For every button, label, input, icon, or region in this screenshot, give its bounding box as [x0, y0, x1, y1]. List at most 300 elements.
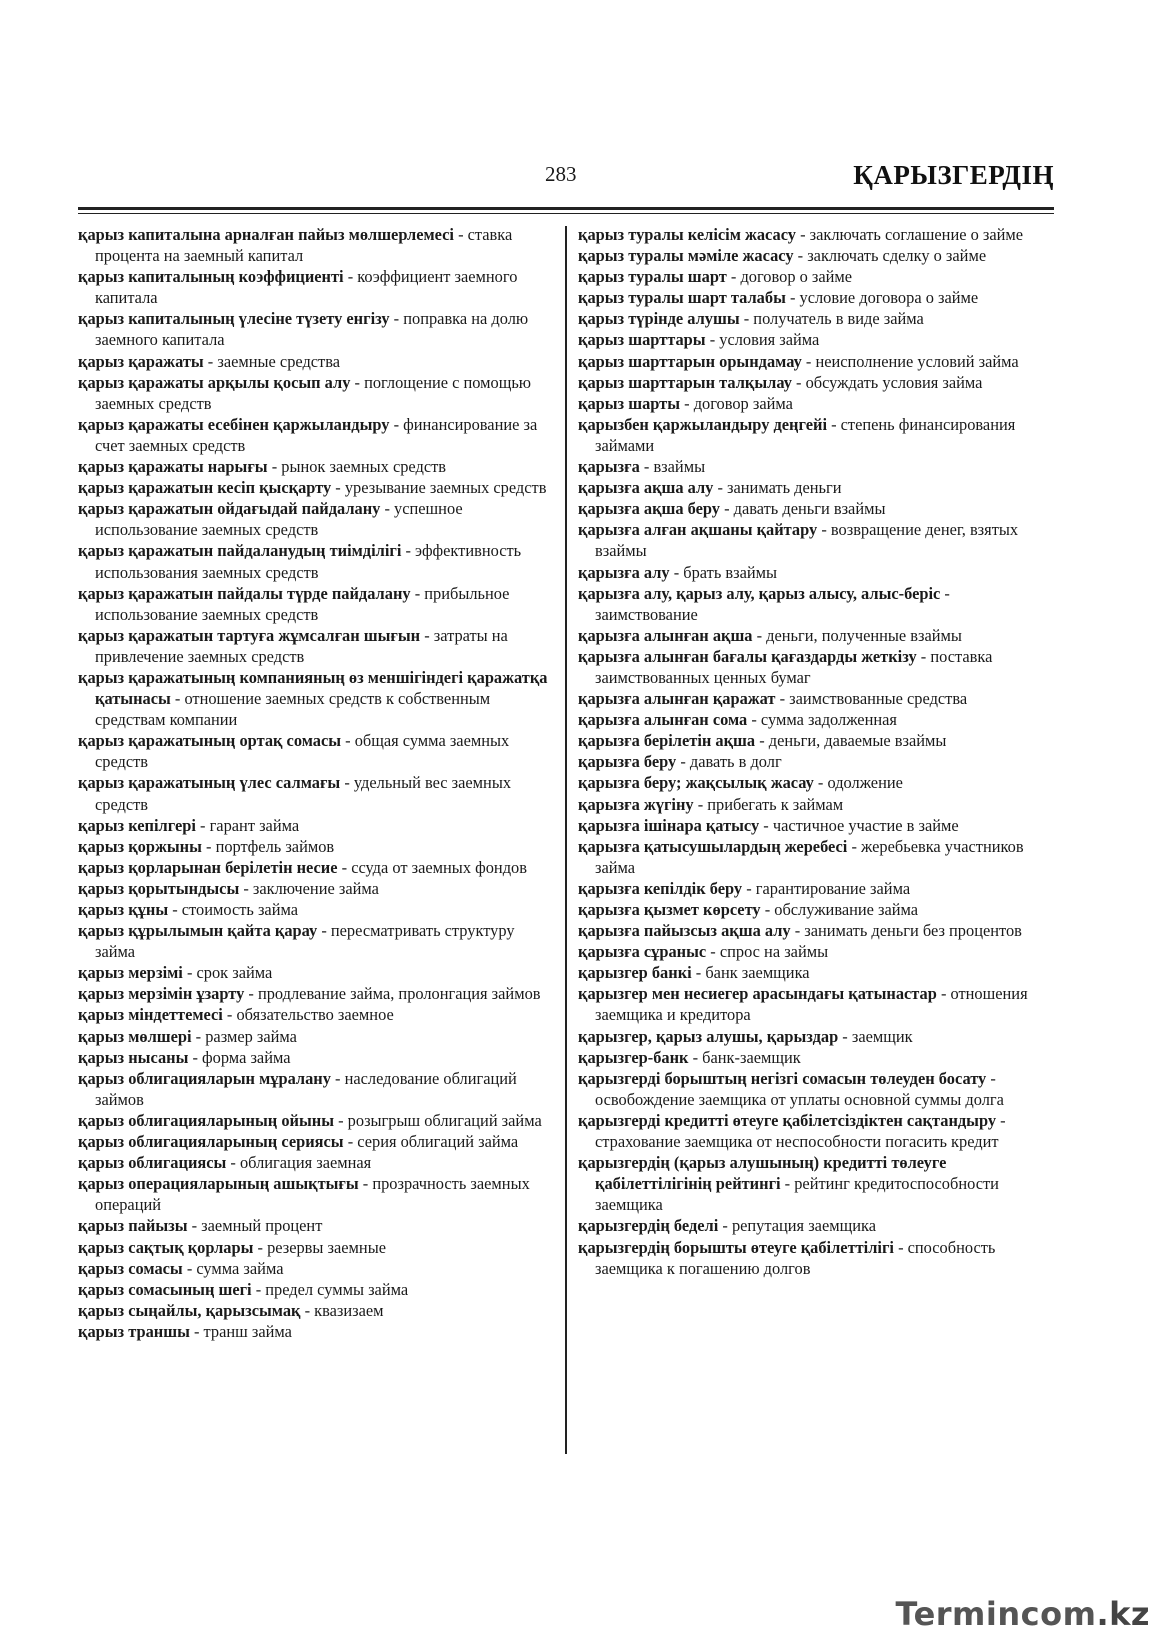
entry-term: қарыз мөлшері	[78, 1026, 192, 1046]
entry-translation: срок займа	[196, 963, 273, 983]
entry-separator: -	[358, 1174, 373, 1194]
entry-separator: -	[420, 625, 434, 645]
entry-separator: -	[726, 267, 741, 287]
entry-term: қарызға кепілдік беру	[578, 878, 743, 898]
entry-separator: -	[389, 414, 404, 434]
entry-separator: -	[775, 689, 790, 709]
dictionary-entry	[578, 414, 1056, 456]
dictionary-entry	[578, 224, 1056, 245]
entry-translation: обязательство заемное	[236, 1005, 394, 1025]
entry-separator: -	[676, 752, 690, 772]
entry-separator: -	[203, 351, 218, 371]
dictionary-entry	[578, 287, 1056, 308]
dictionary-entry	[78, 772, 548, 814]
entry-translation: обслуживание займа	[774, 900, 919, 919]
dictionary-entry	[578, 562, 1056, 583]
dictionary-entry	[78, 1047, 548, 1068]
entry-translation: гарантирование займа	[755, 878, 911, 898]
dictionary-entry	[578, 1110, 1056, 1152]
entry-separator: -	[739, 309, 754, 329]
entry-translation: удельный вес заемных средств	[95, 773, 512, 814]
entry-term: қарызгерді борыштың негізгі сомасын төлеуден босату	[578, 1068, 987, 1088]
entry-separator: -	[317, 921, 331, 941]
entry-term: қарызгер-банк	[578, 1047, 689, 1067]
entry-term: қарызға ақша беру	[578, 499, 720, 519]
entry-separator: -	[300, 1300, 315, 1320]
dictionary-entry	[578, 772, 1056, 793]
entry-translation: давать деньги взаймы	[733, 499, 886, 519]
entry-separator: -	[389, 309, 404, 329]
entry-term: қарыз шарты	[578, 393, 681, 413]
entry-translation: спрос на займы	[719, 942, 829, 962]
entry-translation: деньги, полученные взаймы	[766, 625, 962, 645]
entry-term: қарыз сомасының шегі	[78, 1279, 252, 1299]
entry-term: қарыз қоржыны	[78, 836, 202, 856]
entry-translation: продлевание займа, пролонгация займов	[257, 984, 541, 1004]
entry-translation: квазизаем	[314, 1300, 384, 1320]
entry-separator: -	[780, 1174, 795, 1194]
entry-term: қарызға алу	[578, 562, 670, 582]
entry-translation: сумма займа	[196, 1258, 284, 1278]
dictionary-entry	[78, 836, 548, 857]
entry-term: қарыз қаражатын пайдаланудың тиімділігі	[78, 541, 402, 561]
entry-term: қарызгерді кредитті өтеуге қабілетсіздіктен сақтандыру	[578, 1110, 997, 1130]
entry-translation: заимствованные средства	[789, 689, 968, 709]
entry-term: қарызға жүгіну	[578, 794, 694, 814]
dictionary-entry	[578, 308, 1056, 329]
entry-term: қарыз траншы	[78, 1321, 190, 1341]
entry-translation: серия облигаций займа	[357, 1132, 519, 1152]
entry-translation: деньги, даваемые взаймы	[768, 731, 947, 751]
entry-term: қарызға сұраныс	[578, 942, 707, 962]
dictionary-entry	[78, 456, 548, 477]
dictionary-entry	[78, 625, 548, 667]
dictionary-entry	[578, 351, 1056, 372]
entry-term: қарызгердің (қарыз алушының) кредитті төлеуге қабілеттілігінің рейтингі	[578, 1153, 947, 1194]
entry-translation: облигация заемная	[239, 1153, 372, 1173]
entry-translation: возвращение денег, взятых взаймы	[595, 520, 1019, 561]
dictionary-entry	[78, 540, 548, 582]
dictionary-entry	[78, 920, 548, 962]
dictionary-entry	[578, 498, 1056, 519]
dictionary-entry	[78, 878, 548, 899]
entry-separator: -	[785, 288, 800, 308]
entry-translation: освобождение заемщика от уплаты основной суммы долга	[595, 1089, 1004, 1109]
entry-translation: ставка процента на заемный капитал	[95, 225, 513, 266]
entry-term: қарыз облигацияларының ойыны	[78, 1110, 335, 1130]
entry-separator: -	[669, 562, 684, 582]
entry-term: қарыз операцияларының ашықтығы	[78, 1174, 359, 1194]
entry-separator: -	[239, 878, 253, 898]
dictionary-entry	[78, 1152, 548, 1173]
dictionary-entry	[78, 266, 548, 308]
dictionary-entry	[578, 688, 1056, 709]
entry-separator: -	[693, 794, 708, 814]
entry-term: қарыз туралы келісім жасасу	[578, 225, 796, 244]
entry-translation: резервы заемные	[267, 1237, 386, 1257]
entry-separator: -	[334, 1110, 348, 1130]
entry-term: қарыз капиталының коэффициенті	[78, 267, 344, 287]
dictionary-entry	[78, 583, 548, 625]
entry-term: қарыз қаражатының ортақ сомасы	[78, 731, 342, 751]
entry-separator: -	[182, 963, 197, 983]
entry-translation: обсуждать условия займа	[805, 372, 983, 392]
dictionary-entry	[78, 1279, 548, 1300]
entry-separator: -	[893, 1237, 908, 1257]
entry-term: қарыз шарттарын талқылау	[578, 372, 792, 392]
dictionary-entry	[578, 1215, 1056, 1236]
entry-separator: -	[752, 625, 767, 645]
entry-term: қарызгердің борышты өтеуге қабілеттілігі	[578, 1237, 894, 1257]
entry-separator: -	[940, 583, 950, 603]
entry-term: қарызға алынған ақша	[578, 625, 753, 645]
dictionary-entry	[78, 372, 548, 414]
dictionary-entry	[78, 1110, 548, 1131]
entry-translation: затраты на привлечение заемных средств	[95, 625, 508, 666]
dictionary-entry	[78, 414, 548, 456]
entry-translation: портфель займов	[215, 836, 335, 856]
entry-translation: розыгрыш облигаций займа	[347, 1110, 542, 1130]
dictionary-entry	[578, 477, 1056, 498]
dictionary-entry	[578, 751, 1056, 772]
entry-term: қарызға алынған қаражат	[578, 689, 776, 709]
dictionary-entry	[578, 1237, 1056, 1279]
entry-separator: -	[222, 1005, 237, 1025]
dictionary-entry	[78, 498, 548, 540]
dictionary-entry	[578, 329, 1056, 350]
entry-translation: пересматривать структуру займа	[95, 921, 515, 962]
entry-translation: прибыльное использование заемных средств	[95, 583, 510, 624]
entry-separator: -	[331, 478, 345, 498]
entry-translation: занимать деньги	[727, 478, 842, 498]
dictionary-entry	[78, 224, 548, 266]
entry-separator: -	[191, 1026, 206, 1046]
entry-separator: -	[705, 330, 720, 350]
entry-translation: взаймы	[653, 457, 706, 477]
entry-term: қарыз қаражатын ойдағыдай пайдалану	[78, 499, 381, 519]
dictionary-entry	[578, 815, 1056, 836]
entry-translation: частичное участие в займе	[772, 815, 959, 835]
entry-separator: -	[410, 583, 425, 603]
entry-term: қарызға алу, қарыз алу, қарыз алысу, алыс-беріс	[578, 583, 941, 603]
entry-separator: -	[182, 1258, 197, 1278]
entry-separator: -	[691, 963, 706, 983]
entry-separator: -	[201, 836, 216, 856]
entry-separator: -	[986, 1068, 996, 1088]
dictionary-entry	[78, 815, 548, 836]
entry-separator: -	[793, 246, 808, 266]
dictionary-entry	[78, 1004, 548, 1025]
entry-term: қарыз сыңайлы, қарызсымақ	[78, 1300, 301, 1320]
entry-term: қарызгер, қарыз алушы, қарыздар	[578, 1026, 839, 1046]
dictionary-entry	[578, 983, 1056, 1025]
dictionary-entry	[78, 1173, 548, 1215]
entry-translation: размер займа	[205, 1026, 297, 1046]
entry-translation: ссуда от заемных фондов	[351, 857, 527, 877]
entry-term: қарыз облигациясы	[78, 1153, 227, 1173]
entry-separator: -	[759, 815, 773, 835]
dictionary-entry	[78, 1258, 548, 1279]
dictionary-entry	[78, 351, 548, 372]
entry-translation: банк заемщика	[705, 963, 810, 983]
entry-translation: предел суммы займа	[265, 1279, 409, 1299]
entry-term: қарызгер мен несиегер арасындағы қатынастар	[578, 984, 937, 1004]
entry-term: қарызгердің беделі	[578, 1216, 719, 1236]
dictionary-entry	[578, 456, 1056, 477]
dictionary-entry	[78, 1068, 548, 1110]
entry-translation: получатель в виде займа	[753, 309, 924, 329]
dictionary-entry	[578, 920, 1056, 941]
entry-translation: давать в долг	[689, 752, 782, 772]
entry-separator: -	[817, 520, 831, 540]
entry-term: қарызға қызмет көрсету	[578, 900, 761, 919]
dictionary-entry	[78, 1300, 548, 1321]
entry-separator: -	[801, 351, 816, 371]
entry-translation: рейтинг кредитоспособности заемщика	[595, 1174, 999, 1215]
entry-translation: условия займа	[719, 330, 820, 350]
entry-translation: брать взаймы	[683, 562, 778, 582]
column-divider	[565, 226, 567, 1454]
entry-translation: занимать деньги без процентов	[804, 921, 1022, 941]
entry-separator: -	[350, 372, 365, 392]
dictionary-entry	[578, 646, 1056, 688]
entry-separator: -	[813, 773, 828, 793]
dictionary-entry	[78, 899, 548, 920]
entry-translation: условие договора о займе	[799, 288, 979, 308]
entry-separator: -	[747, 710, 761, 730]
entry-translation: заимствование	[595, 604, 698, 624]
entry-separator: -	[795, 225, 810, 244]
entry-separator: -	[742, 878, 756, 898]
dictionary-entry	[78, 1215, 548, 1236]
entry-term: қарызға	[578, 457, 640, 477]
entry-translation: способность заемщика к погашению долгов	[595, 1237, 996, 1278]
entry-term: қарыз кепілгері	[78, 815, 196, 835]
entry-translation: заключать сделку о займе	[807, 246, 987, 266]
dictionary-entry	[578, 794, 1056, 815]
dictionary-entry	[78, 667, 548, 730]
entry-translation: поглощение с помощью заемных средств	[95, 372, 532, 413]
entry-term: қарызға ішінара қатысу	[578, 815, 760, 835]
header-rule-thin	[78, 213, 1054, 214]
dictionary-entry	[578, 1047, 1056, 1068]
running-head: ҚАРЫЗГЕРДІҢ	[853, 160, 1054, 190]
entry-term: қарыз мерзімі	[78, 963, 183, 983]
entry-term: қарызға алынған сома	[578, 710, 748, 730]
entry-translation: отношения заемщика и кредитора	[595, 984, 1028, 1025]
entry-term: қарыз сомасы	[78, 1258, 183, 1278]
entry-translation: финансирование за счет заемных средств	[95, 414, 538, 455]
dictionary-entry	[578, 1026, 1056, 1047]
dictionary-entry	[578, 941, 1056, 962]
entry-term: қарыз қорытындысы	[78, 878, 240, 898]
entry-separator: -	[340, 773, 354, 793]
entry-separator: -	[330, 1068, 345, 1088]
dictionary-entry	[578, 583, 1056, 625]
entry-term: қарызға алған ақшаны қайтару	[578, 520, 818, 540]
entry-translation: репутация заемщика	[731, 1216, 876, 1236]
entry-term: қарыз түрінде алушы	[578, 309, 740, 329]
entry-separator: -	[688, 1047, 703, 1067]
entry-separator: -	[720, 499, 734, 519]
entry-term: қарыз шарттарын орындамау	[578, 351, 802, 371]
dictionary-entry	[578, 1068, 1056, 1110]
entry-separator: -	[453, 225, 468, 244]
entry-term: қарыз қорларынан берілетін несие	[78, 857, 338, 877]
entry-separator: -	[639, 457, 654, 477]
entry-translation: одолжение	[827, 773, 903, 793]
entry-term: қарызға беру; жақсылық жасау	[578, 773, 814, 793]
entry-term: қарызбен қаржыландыру деңгейі	[578, 414, 827, 434]
dictionary-entry	[78, 983, 548, 1004]
entry-separator: -	[827, 414, 841, 434]
entry-term: қарыз қаражаты есебінен қаржыландыру	[78, 414, 390, 434]
entry-separator: -	[187, 1216, 202, 1236]
dictionary-entry	[578, 393, 1056, 414]
entry-term: қарыз капиталының үлесіне түзету енгізу	[78, 309, 390, 329]
entry-term: қарыз туралы шарт	[578, 267, 727, 287]
dictionary-entry	[578, 962, 1056, 983]
entry-translation: поставка заимствованных ценных бумаг	[595, 646, 993, 687]
entry-translation: договор займа	[693, 393, 793, 413]
entry-separator: -	[251, 1279, 266, 1299]
dictionary-entry	[578, 899, 1056, 920]
dictionary-entry	[78, 308, 548, 350]
entry-separator: -	[170, 689, 185, 709]
entry-term: қарыз пайызы	[78, 1216, 188, 1236]
entry-term: қарызгер банкі	[578, 963, 692, 983]
entry-term: қарыз шарттары	[578, 330, 706, 350]
entry-translation: поправка на долю заемного капитала	[95, 309, 529, 350]
entry-term: қарыз қаражаты арқылы қосып алу	[78, 372, 351, 392]
dictionary-entry	[578, 266, 1056, 287]
entry-term: қарызға ақша алу	[578, 478, 714, 498]
entry-separator: -	[337, 857, 352, 877]
entry-translation: стоимость займа	[181, 900, 299, 919]
dictionary-entry	[578, 878, 1056, 899]
entry-separator: -	[343, 1132, 358, 1152]
entry-translation: неисполнение условий займа	[815, 351, 1019, 371]
entry-separator: -	[343, 267, 358, 287]
entry-translation: урезывание заемных средств	[344, 478, 547, 498]
dictionary-entry	[578, 1152, 1056, 1215]
entry-term: қарыз қаражатының компанияның өз меншігіндегі қаражатқа қатынасы	[78, 667, 548, 709]
entry-term: қарызға берілетін ақша	[578, 731, 756, 751]
dictionary-entry	[78, 1131, 548, 1152]
entry-separator: -	[380, 499, 395, 519]
entry-separator: -	[341, 731, 355, 751]
dictionary-entry	[78, 730, 548, 772]
entry-term: қарыз құрылымын қайта қарау	[78, 921, 318, 941]
entry-translation: прибегать к займам	[707, 794, 844, 814]
entry-separator: -	[189, 1321, 204, 1341]
entry-separator: -	[244, 984, 258, 1004]
entry-translation: прозрачность заемных операций	[95, 1174, 530, 1215]
entry-translation: гарант займа	[209, 815, 300, 835]
dictionary-entry	[578, 836, 1056, 878]
left-column	[78, 224, 548, 1342]
entry-separator: -	[267, 457, 282, 477]
dictionary-entry	[78, 857, 548, 878]
entry-term: қарыз туралы мәміле жасасу	[578, 246, 794, 266]
entry-term: қарыз туралы шарт талабы	[578, 288, 786, 308]
entry-term: қарыз нысаны	[78, 1047, 189, 1067]
entry-term: қарызға пайызсыз ақша алу	[578, 921, 791, 941]
entry-separator: -	[847, 836, 862, 856]
dictionary-entry	[78, 1026, 548, 1047]
entry-term: қарыз құны	[78, 900, 169, 919]
entry-separator: -	[790, 921, 805, 941]
entry-translation: банк-заемщик	[702, 1047, 801, 1067]
watermark-logo	[895, 1595, 1150, 1633]
entry-separator: -	[713, 478, 728, 498]
entry-separator: -	[168, 900, 182, 919]
entry-term: қарыз қаражаты	[78, 351, 204, 371]
entry-term: қарыз сақтық қорлары	[78, 1237, 254, 1257]
entry-translation: коэффициент заемного капитала	[95, 267, 518, 308]
entry-translation: транш займа	[203, 1321, 292, 1341]
entry-translation: жеребьевка участников займа	[595, 836, 1024, 877]
entry-translation: заключение займа	[252, 878, 379, 898]
dictionary-entry	[78, 1321, 548, 1342]
entry-separator: -	[996, 1110, 1006, 1130]
entry-term: қарыз қаражаты нарығы	[78, 457, 268, 477]
entry-separator: -	[226, 1153, 240, 1173]
entry-separator: -	[916, 646, 931, 666]
dictionary-entry	[78, 1237, 548, 1258]
entry-separator: -	[253, 1237, 268, 1257]
entry-separator: -	[401, 541, 416, 561]
entry-translation: рынок заемных средств	[281, 457, 447, 477]
entry-separator: -	[838, 1026, 852, 1046]
entry-term: қарыз қаражатын кесіп қысқарту	[78, 478, 332, 498]
entry-term: қарызға қатысушылардың жеребесі	[578, 836, 848, 856]
entry-term: қарыз қаражатын пайдалы түрде пайдалану	[78, 583, 411, 603]
entry-translation: общая сумма заемных средств	[95, 731, 510, 772]
watermark-domain: .kz	[1096, 1595, 1150, 1633]
entry-separator: -	[936, 984, 951, 1004]
header-rule-thick	[78, 207, 1054, 210]
entry-separator: -	[195, 815, 210, 835]
entry-translation: наследование облигаций займов	[95, 1068, 517, 1109]
entry-translation: заемщик	[851, 1026, 913, 1046]
entry-term: қарыз мерзімін ұзарту	[78, 984, 245, 1004]
entry-term: қарыз облигацияларының сериясы	[78, 1132, 344, 1152]
dictionary-entry	[578, 245, 1056, 266]
entry-translation: успешное использование заемных средств	[95, 499, 463, 540]
entry-term: қарыз міндеттемесі	[78, 1005, 223, 1025]
entry-translation: сумма задолженная	[760, 710, 897, 730]
entry-translation: отношение заемных средств к собственным средствам компании	[95, 689, 491, 730]
entry-translation: страхование заемщика от неспособности погасить кредит	[595, 1132, 999, 1152]
dictionary-entry	[578, 372, 1056, 393]
entry-term: қарызға алынған бағалы қағаздарды жеткізу	[578, 646, 917, 666]
dictionary-entry	[578, 519, 1056, 561]
entry-translation: заемные средства	[217, 351, 341, 371]
entry-translation: степень финансирования займами	[595, 414, 1016, 455]
entry-term: қарыз қаражатының үлес салмағы	[78, 773, 341, 793]
entry-translation: заключать соглашение о займе	[809, 225, 1024, 244]
entry-translation: заемный процент	[201, 1216, 323, 1236]
dictionary-entry	[78, 962, 548, 983]
entry-translation: договор о займе	[740, 267, 853, 287]
entry-term: қарыз облигацияларын мұралану	[78, 1068, 331, 1088]
dictionary-entry	[78, 477, 548, 498]
entry-term: қарызға беру	[578, 752, 677, 772]
entry-separator: -	[706, 942, 720, 962]
right-column	[578, 224, 1056, 1279]
entry-term: қарыз қаражатын тартуға жұмсалған шығын	[78, 625, 421, 645]
